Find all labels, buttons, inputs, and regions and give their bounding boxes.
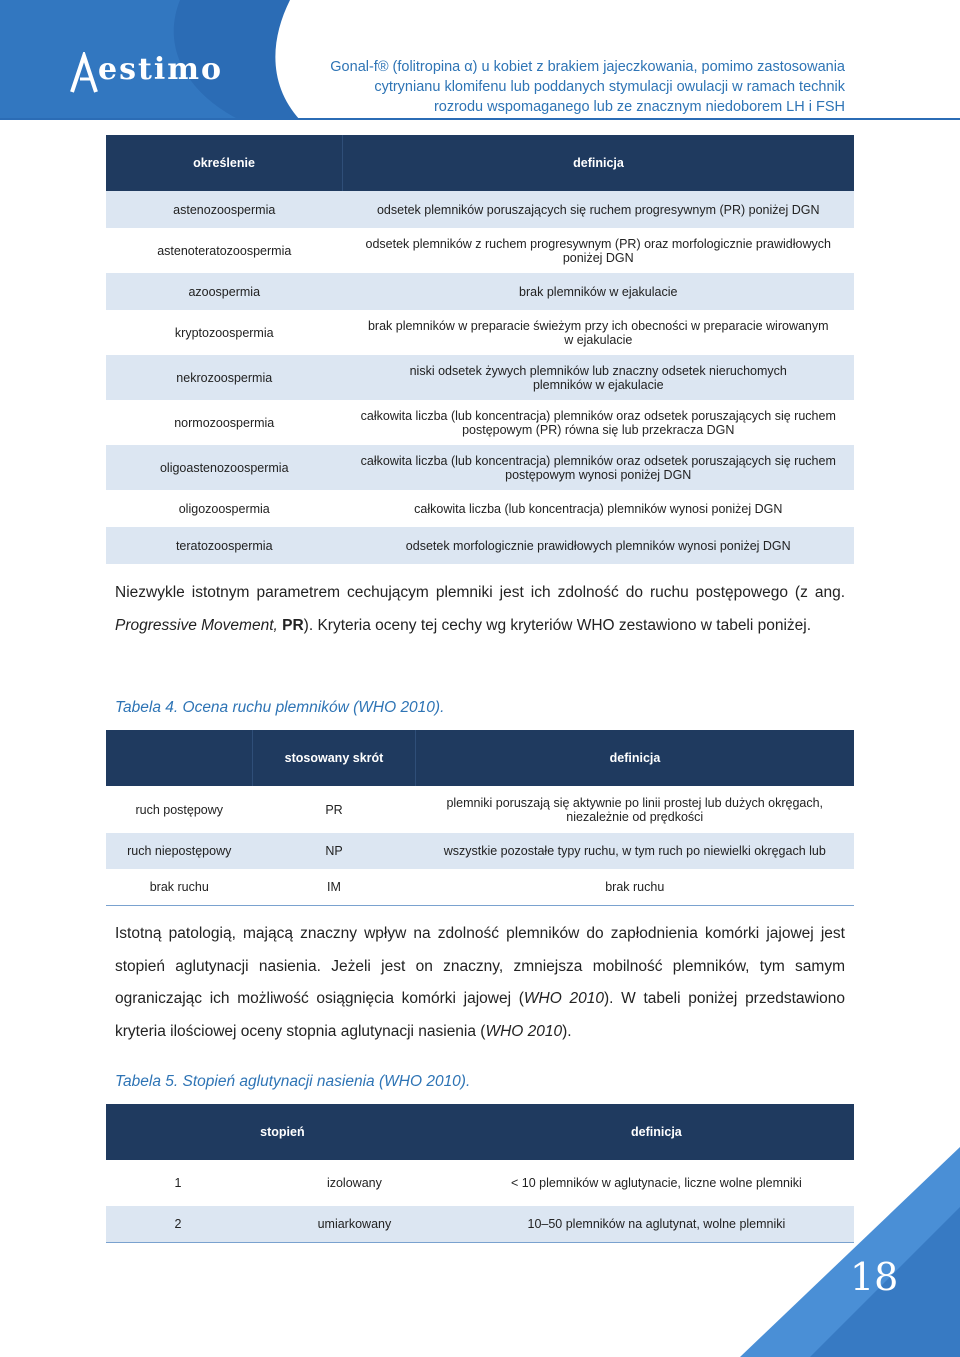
table-header-row [106,135,854,191]
table-row: 2 umiarkowany 10–50 plemników na aglutynat, wolne plemniki [106,1206,854,1242]
table-row: astenozoospermia odsetek plemników poruszających się ruchem progresywnym (PR) poniżej DGN [106,191,854,228]
header-definicja: definicja [416,730,855,786]
table-row: oligoastenozoospermia całkowita liczba (lub koncentracja) plemników oraz odsetek poruszających się ruchem postępowym wynosi poniżej DGN [106,445,854,490]
table-row: kryptozoospermia brak plemników w preparacie świeżym przy ich obecności w preparacie wirowanym w ejakulacie [174,318,829,347]
table-row: brak ruchu IM brak ruchu [149,879,665,894]
table-row: ruch postępowy PR plemniki poruszają się aktywnie po linii prostej lub dużych okręgach, niezależnie od prędkości [135,795,824,824]
motility-table [106,730,854,906]
table-header-row [106,730,854,786]
header-okreslenie: określenie [106,135,343,191]
table4-caption: Tabela 4. Ocena ruchu plemników (WHO 2010). [115,699,445,716]
table-row: astenoteratozoospermia odsetek plemników z ruchem progresywnym (PR) oraz morfologicznie prawidłowych poniżej DGN [157,236,831,265]
page-number: 18 [850,1255,899,1299]
logo-text: estimo [98,52,223,87]
estimo-logo-icon [70,52,100,96]
header-definicja: definicja [459,1104,854,1160]
page-corner-decoration [740,1147,960,1357]
table-row: oligozoospermia całkowita liczba (lub koncentracja) plemników wynosi poniżej DGN [178,501,783,516]
definitions-table [106,135,854,564]
table-row: normozoospermia całkowita liczba (lub koncentracja) plemników oraz odsetek poruszających się ruchem postępowym (PR) równa się lub przekracza DGN [174,408,836,437]
table-row: nekrozoospermia niski odsetek żywych plemników lub znaczny odsetek nieruchomych plemników w ejakulacie [106,355,854,400]
table-row: azoospermia brak plemników w ejakulacie [106,273,854,310]
paragraph-agglutination: Istotną patologią, mającą znaczny wpływ na zdolność plemników do zapłodnienia komórki jajowej jest stopień aglutynacji nasienia. Jeżeli jest on znaczny, zmniejsza mobilność plemników, tym samym ograniczając ich możliwość osiągnięcia komórki jajowej (WHO 2010). W tabeli poniżej przedstawiono kryteria ilościowej oceny stopnia aglutynacji nasienia (WHO 2010). [115,925,846,1040]
header-empty [106,730,253,786]
table-row: 1 izolowany < 10 plemników w aglutynacie, liczne wolne plemniki [174,1176,802,1190]
paragraph-progressive-movement: Niezwykle istotnym parametrem cechującym plemniki jest ich zdolność do ruchu postępowego (z ang. Progressive Movement, PR). Kryteria oceny tej cechy wg kryteriów WHO zestawiono w tabeli poniżej. [115,584,845,634]
document-title: Gonal-f® (folitropina α) u kobiet z brakiem jajeczkowania, pomimo zastosowania cytrynianu klomifenu lub poddanych stymulacji owulacji w ramach technik rozrodu wspomaganego lub ze znacznym niedoborem LH i FSH [330,59,845,115]
table5-caption: Tabela 5. Stopień aglutynacji nasienia (WHO 2010). [115,1073,471,1090]
table-row: ruch niepostępowy NP wszystkie pozostałe typy ruchu, w tym ruch po niewielki okręgach lub [106,833,854,869]
header-definicja: definicja [343,135,855,191]
table-row: teratozoospermia odsetek morfologicznie prawidłowych plemników wynosi poniżej DGN [106,527,854,564]
header-stopien: stopień [106,1104,459,1160]
header-skrot: stosowany skrót [253,730,416,786]
